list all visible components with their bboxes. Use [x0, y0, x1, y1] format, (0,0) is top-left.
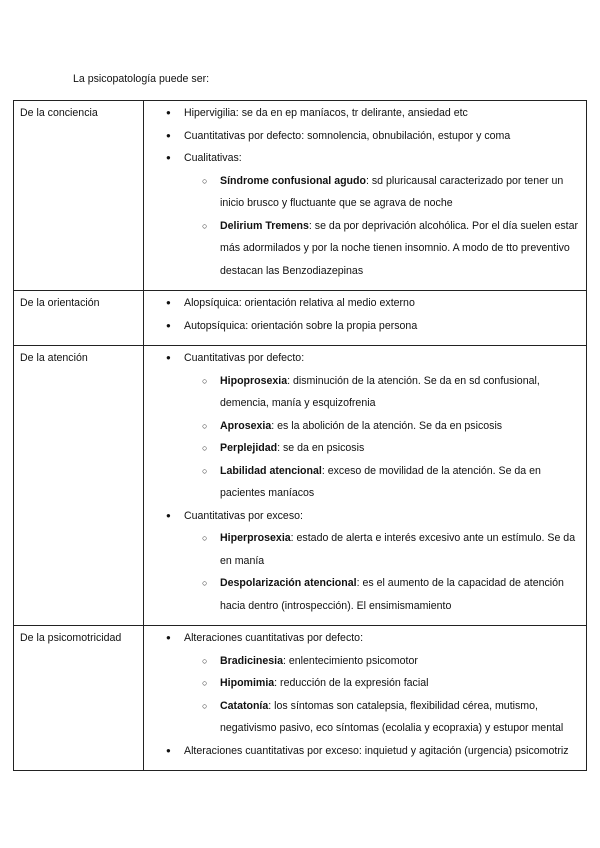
sub-list-item	[144, 695, 580, 740]
term: Hipoprosexia	[220, 374, 288, 387]
table-row	[14, 626, 587, 771]
sub-list-item	[144, 572, 580, 617]
table-row	[14, 346, 587, 626]
definition: : reducción de la expresión facial	[274, 677, 429, 689]
sub-list	[184, 527, 580, 617]
term: Síndrome confusional agudo	[220, 174, 366, 187]
list-item	[144, 740, 580, 763]
term: Labilidad atencional	[220, 464, 322, 477]
row-label: De la conciencia	[14, 101, 144, 291]
list-item	[144, 292, 580, 315]
row-content	[144, 101, 587, 291]
definition: : se da por deprivación alcohólica. Por el día suelen estar más adormilados y por la noche tienen insomnio. A modo de tto preventivo destacan las Benzodiazepinas	[220, 219, 579, 277]
row-label: De la atención	[14, 346, 144, 626]
term: Despolarización atencional	[220, 577, 357, 589]
term: Delirium Tremens	[220, 219, 309, 232]
term: Catatonía	[220, 699, 269, 712]
definition: : sd pluricausal caracterizado por tener un inicio brusco y fluctuante que se agrava de noche	[220, 174, 564, 209]
definition: : se da en psicosis	[277, 442, 365, 454]
list-item-text: Autopsíquica: orientación sobre la propia persona	[184, 319, 418, 332]
psychopathology-table	[13, 100, 587, 771]
sub-list	[184, 650, 580, 740]
list-item	[144, 147, 580, 282]
list-item-text: Hipervigilia: se da en ep maníacos, tr delirante, ansiedad etc	[184, 107, 468, 119]
list-item-text: Cuantitativas por defecto:	[184, 352, 305, 364]
term: Aprosexia	[220, 419, 272, 432]
definition: : es el aumento de la capacidad de atención hacia dentro (introspección). El ensimismamiento	[220, 577, 564, 612]
bullet-list	[144, 292, 580, 337]
sub-list-item	[144, 460, 580, 505]
table-row	[14, 291, 587, 346]
list-item-text: Cualitativas:	[184, 152, 242, 164]
row-label: De la psicomotricidad	[14, 626, 144, 771]
definition: : estado de alerta e interés excesivo ante un estímulo. Se da en manía	[220, 532, 576, 567]
definition: : exceso de movilidad de la atención. Se da en pacientes maníacos	[220, 464, 541, 499]
sub-list-item	[144, 527, 580, 572]
sub-list-item	[144, 370, 580, 415]
sub-list	[184, 370, 580, 505]
sub-list-item	[144, 437, 580, 460]
list-item	[144, 347, 580, 505]
term: Perplejidad	[220, 442, 278, 454]
sub-list-item	[144, 415, 580, 438]
row-content	[144, 291, 587, 346]
definition: : disminución de la atención. Se da en sd confusional, demencia, manía y esquizofrenia	[220, 374, 540, 409]
list-item	[144, 125, 580, 148]
list-item	[144, 102, 580, 125]
sub-list-item	[144, 215, 580, 283]
list-item-text: Alopsíquica: orientación relativa al medio externo	[184, 297, 415, 309]
list-item-text: Cuantitativas por defecto: somnolencia, obnubilación, estupor y coma	[184, 129, 511, 142]
list-item-text: Cuantitativas por exceso:	[184, 509, 303, 522]
list-item-text: Alteraciones cuantitativas por defecto:	[184, 632, 364, 644]
list-item	[144, 505, 580, 618]
row-content	[144, 626, 587, 771]
sub-list	[184, 170, 580, 283]
table-row	[14, 101, 587, 291]
term: Hipomimia	[220, 677, 275, 689]
list-item-text: Alteraciones cuantitativas por exceso: inquietud y agitación (urgencia) psicomotriz	[184, 744, 569, 757]
intro-text: La psicopatología puede ser:	[73, 73, 210, 85]
bullet-list	[144, 627, 580, 762]
sub-list-item	[144, 170, 580, 215]
sub-list-item	[144, 650, 580, 673]
list-item	[144, 627, 580, 740]
term: Hiperprosexia	[220, 532, 291, 544]
bullet-list	[144, 102, 580, 282]
row-content	[144, 346, 587, 626]
definition: : los síntomas son catalepsia, flexibilidad cérea, mutismo, negativismo pasivo, eco síntomas (ecolalia y ecopraxia) y estupor mental	[220, 699, 564, 734]
definition: : enlentecimiento psicomotor	[283, 654, 418, 667]
sub-list-item	[144, 672, 580, 695]
definition: : es la abolición de la atención. Se da en psicosis	[271, 419, 503, 432]
term: Bradicinesia	[220, 654, 284, 667]
row-label: De la orientación	[14, 291, 144, 346]
list-item	[144, 315, 580, 338]
bullet-list	[144, 347, 580, 617]
